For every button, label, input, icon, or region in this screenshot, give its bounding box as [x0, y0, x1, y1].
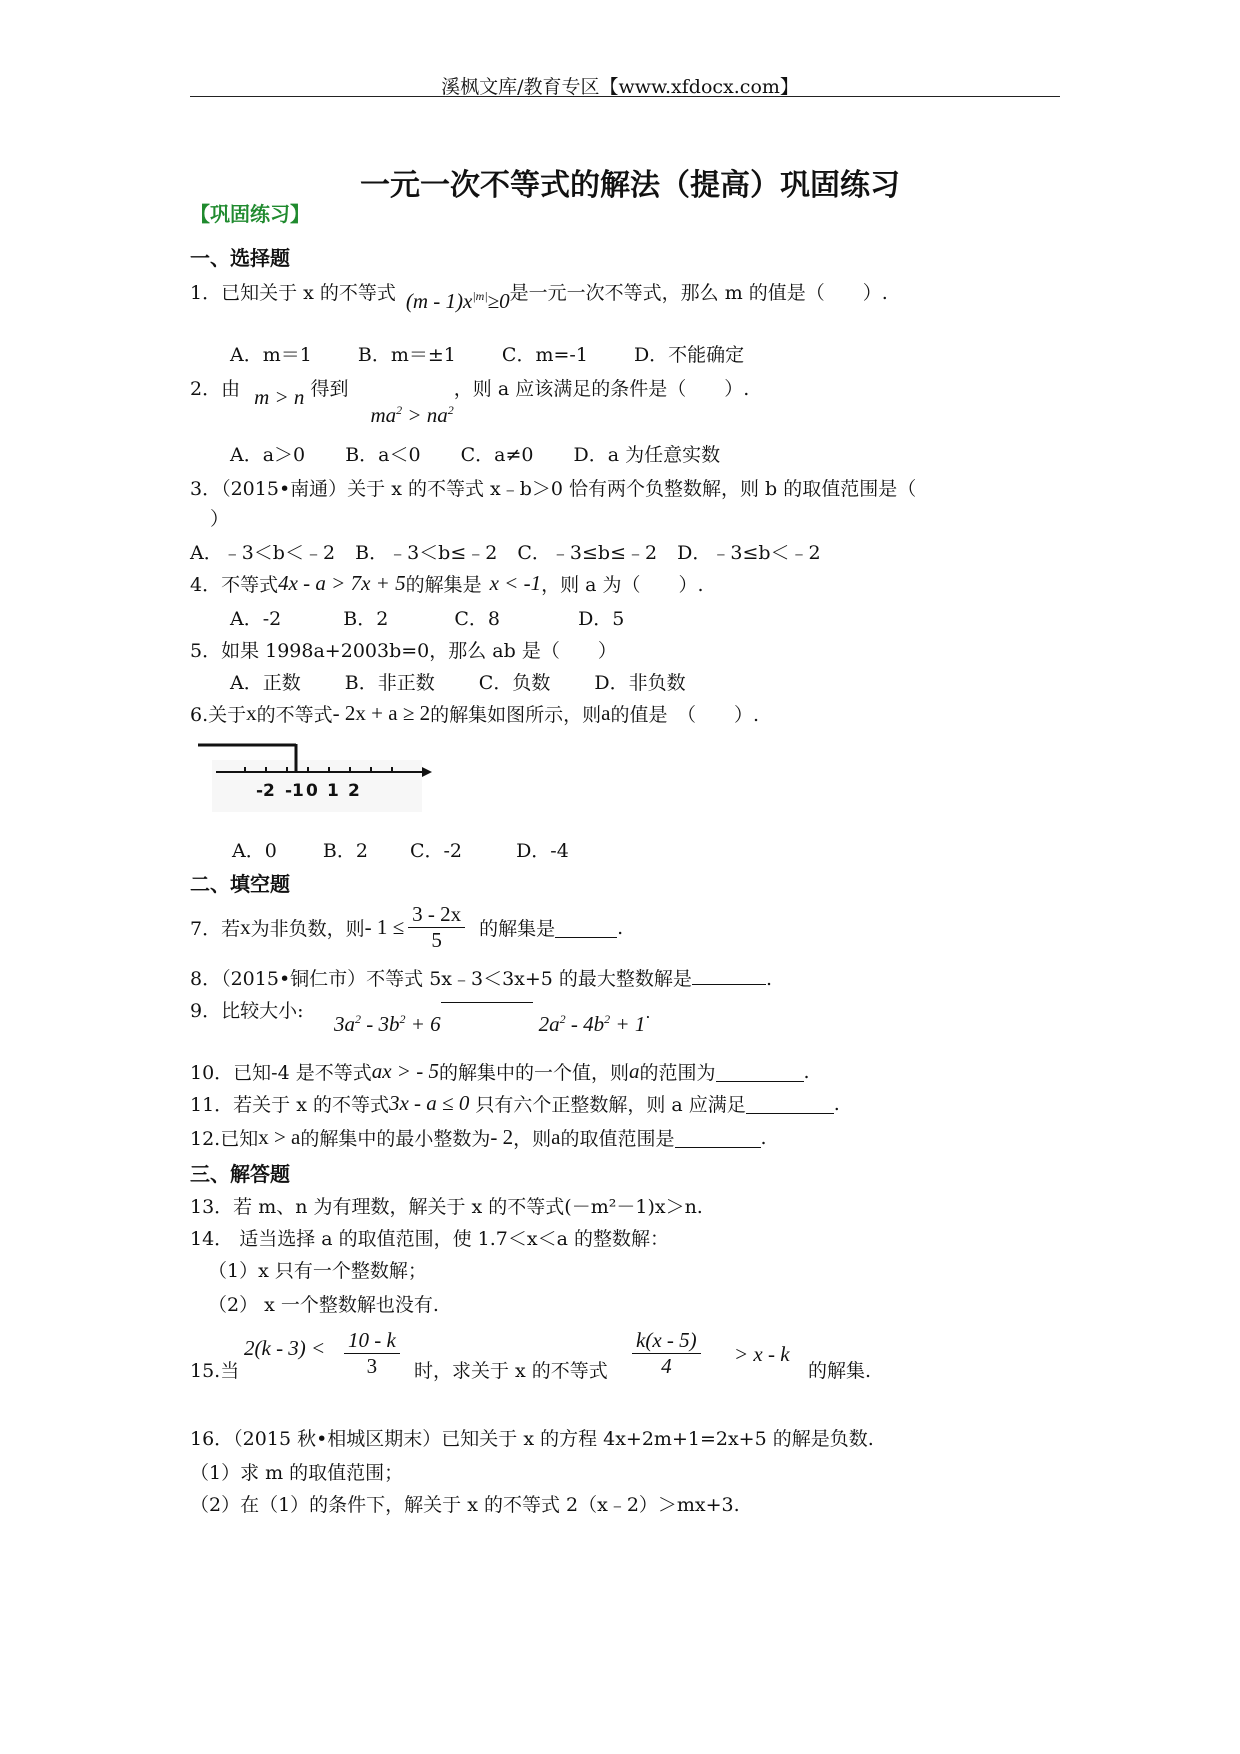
q6-option-a: A．0	[232, 840, 277, 862]
question-7: 7．若 x 为非负数，则 - 1 ≤ $\frac{3 - 2x}{5}$ 的解集是 .	[190, 902, 624, 952]
q5-option-c: C．负数	[478, 672, 551, 694]
q5-options	[230, 668, 686, 695]
q2-option-b: B．a＜0	[345, 444, 421, 466]
q1-option-b: B．m＝±1	[357, 344, 456, 366]
question-1	[190, 278, 888, 313]
section-heading-fill: 二、填空题	[190, 872, 290, 896]
question-15	[190, 1356, 239, 1383]
question-6	[190, 700, 759, 727]
question-2	[190, 374, 750, 427]
q6-number-line-figure	[196, 740, 436, 812]
q4-tail: ，则 a 为（ ）.	[541, 574, 704, 596]
axis-tick-label: -1	[285, 781, 304, 801]
q4-mid: 的解集是	[405, 574, 482, 596]
question-12: 12.已知 x > a 的解集中的最小整数为 - 2 ，则 a 的取值范围是 .	[190, 1125, 767, 1150]
q9-comparison: $3a^2 - 3b^2 + 6$ $2a^2 - 4b^2 + 1$ .	[334, 1003, 651, 1036]
q6-var-a: a	[601, 701, 611, 725]
q2-option-c: C．a≠0	[460, 444, 534, 466]
q10-expression: ax > - 5	[371, 1059, 439, 1083]
q6-lead: 6.关于	[190, 704, 247, 726]
question-10: 10．已知-4 是不等式 ax > - 5 的解集中的一个值，则 a 的范围为 .	[190, 1059, 810, 1084]
q1-options	[230, 340, 744, 367]
subtitle: 【巩固练习】	[190, 202, 310, 226]
q12-var-a: a	[551, 1125, 561, 1149]
q1-option-a: A．m＝1	[230, 344, 312, 366]
q4-lead: 4．不等式	[190, 574, 279, 596]
q4-option-a: A．-2	[230, 608, 282, 630]
q3-option-b: B．﹣3＜b≤﹣2	[355, 542, 498, 564]
q15-condition-expression: 2(k - 3) <	[244, 1336, 326, 1360]
q6-option-b: B．2	[322, 840, 368, 862]
q10-mid: 的解集中的一个值，则	[438, 1062, 629, 1084]
q12-tail: 的取值范围是	[560, 1128, 675, 1150]
q2-expression-1: m > n	[254, 385, 305, 409]
q4-expression-1: 4x - a > 7x + 5	[278, 571, 406, 595]
q2-tail: ，则 a 应该满足的条件是（ ）.	[453, 378, 750, 400]
q8-answer-blank[interactable]	[692, 964, 766, 985]
question-3-line-2: ）	[210, 508, 230, 530]
q5-option-b: B．非正数	[344, 672, 435, 694]
q6-mid: 的不等式	[256, 704, 333, 726]
question-4	[190, 570, 704, 597]
axis-arrow-icon	[422, 767, 432, 777]
q14-part-2: （2） x 一个整数解也没有.	[208, 1294, 439, 1316]
q15-tail: 的解集.	[808, 1360, 872, 1382]
q15-fraction-2: $\frac{k(x - 5)}{4}$	[632, 1328, 701, 1379]
q11-expression: 3x - a ≤ 0	[388, 1091, 470, 1115]
q15-inequality-right: > x - k	[734, 1342, 790, 1366]
q2-lead: 2．由	[190, 378, 241, 400]
q4-option-c: C．8	[454, 608, 501, 630]
q6-expression: - 2x + a ≥ 2	[332, 701, 431, 725]
axis-tick-label: -2	[256, 781, 275, 801]
q12-lead: 12.已知	[190, 1128, 259, 1150]
q11-tail: 只有六个正整数解，则 a 应满足	[475, 1094, 746, 1116]
q11-lead: 11．若关于 x 的不等式	[190, 1094, 389, 1116]
q7-lead: 7．若	[190, 918, 241, 940]
q2-option-a: A．a＞0	[230, 444, 306, 466]
q7-expression-left: - 1 ≤	[364, 915, 405, 939]
q1-option-d: D．不能确定	[633, 344, 745, 366]
q15-lead: 15.当	[190, 1360, 240, 1382]
q4-expression-2: x < -1	[489, 571, 542, 595]
axis-tick-label: 1	[327, 781, 339, 801]
q4-option-b: B．2	[343, 608, 389, 630]
question-14: 14． 适当选择 a 的取值范围，使 1.7＜x＜a 的整数解：	[190, 1228, 669, 1250]
q4-options	[230, 604, 624, 631]
q1-tail: 是一元一次不等式，那么 m 的值是（ ）.	[509, 282, 888, 304]
q4-option-d: D．5	[578, 608, 625, 630]
q15-fraction-1: $\frac{10 - k}{3}$	[344, 1328, 400, 1379]
q9-right-expression: $2a^2 - 4b^2 + 1$	[538, 1012, 646, 1036]
q5-option-d: D．非负数	[594, 672, 686, 694]
q6-option-d: D．-4	[516, 840, 569, 862]
q1-lead: 1．已知关于 x 的不等式	[190, 282, 396, 304]
section-heading-solve: 三、解答题	[190, 1162, 290, 1186]
q14-part-1: （1）x 只有一个整数解；	[208, 1260, 427, 1282]
q10-tail: 的范围为	[639, 1062, 716, 1084]
q10-lead: 10．已知-4 是不等式	[190, 1062, 372, 1084]
q3-option-c: C．﹣3≤b≤﹣2	[517, 542, 658, 564]
header-rule	[190, 96, 1060, 97]
q9-left-expression: $3a^2 - 3b^2 + 6$	[334, 1012, 441, 1036]
q7-answer-blank[interactable]	[555, 917, 617, 938]
q6-tail-2: 的值是 （ ）.	[610, 704, 759, 726]
q1-option-c: C．m=-1	[501, 344, 588, 366]
q6-tail-1: 的解集如图所示，则	[430, 704, 602, 726]
q15-mid: 时，求关于 x 的不等式	[414, 1360, 608, 1382]
page-header: 溪枫文库/教育专区【www.xfdocx.com】	[441, 76, 799, 98]
q3-options	[190, 538, 821, 565]
q6-options	[232, 836, 569, 863]
q12-value: - 2	[490, 1125, 514, 1149]
q2-option-d: D．a 为任意实数	[573, 444, 721, 466]
q7-fraction: $\frac{3 - 2x}{5}$	[408, 902, 465, 953]
question-5: 5．如果 1998a+2003b=0，那么 ab 是（ ）	[190, 640, 617, 662]
q12-mid: 的解集中的最小整数为	[300, 1128, 491, 1150]
q10-answer-blank[interactable]	[716, 1061, 804, 1082]
q2-mid: 得到	[310, 378, 349, 400]
question-3-line-1: 3．（2015•南通）关于 x 的不等式 x﹣b＞0 恰有两个负整数解，则 b 的取值范围是（	[190, 478, 917, 500]
question-16: 16．（2015 秋•相城区期末）已知关于 x 的方程 4x+2m+1=2x+5 的解是负数.	[190, 1428, 874, 1450]
question-9: 9．比较大小:	[190, 1000, 304, 1022]
question-11: 11．若关于 x 的不等式 3x - a ≤ 0 只有六个正整数解，则 a 应满足 .	[190, 1091, 840, 1116]
section-heading-choice: 一、选择题	[190, 246, 290, 270]
q5-option-a: A．正数	[230, 672, 301, 694]
q16-part-1: （1）求 m 的取值范围；	[190, 1462, 404, 1484]
q16-part-2: （2）在（1）的条件下，解关于 x 的不等式 2（x﹣2）＞mx+3.	[190, 1494, 740, 1516]
q10-var-a: a	[629, 1059, 640, 1083]
axis-tick-label: 0	[306, 781, 318, 801]
q7-tail: 的解集是	[479, 918, 556, 940]
q7-var-x: x	[240, 915, 251, 939]
q3-option-d: D．﹣3≤b＜﹣2	[677, 542, 821, 564]
axis-tick-label: 2	[348, 781, 360, 801]
q2-options	[230, 440, 720, 467]
q12-mid-2: ，则	[513, 1128, 552, 1150]
q9-answer-blank[interactable]	[441, 1002, 533, 1003]
q6-var-x: x	[246, 701, 257, 725]
q1-expression: $(m - 1)x^{|m|}\ge 0$	[405, 289, 510, 313]
q7-mid: 为非负数，则	[250, 918, 365, 940]
q12-expression: x > a	[258, 1125, 301, 1149]
q12-answer-blank[interactable]	[675, 1127, 761, 1148]
q2-expression-2: $ma^2 > na^2$	[370, 403, 454, 427]
question-8: 8．（2015•铜仁市）不等式 5x﹣3＜3x+5 的最大整数解是 .	[190, 964, 772, 991]
q11-answer-blank[interactable]	[746, 1093, 834, 1114]
document-title: 一元一次不等式的解法（提高）巩固练习	[360, 168, 900, 203]
q3-option-a: A．﹣3＜b＜﹣2	[190, 542, 336, 564]
question-13: 13．若 m、n 为有理数，解关于 x 的不等式(－m²－1)x＞n.	[190, 1196, 703, 1218]
q6-option-c: C．-2	[409, 840, 463, 862]
